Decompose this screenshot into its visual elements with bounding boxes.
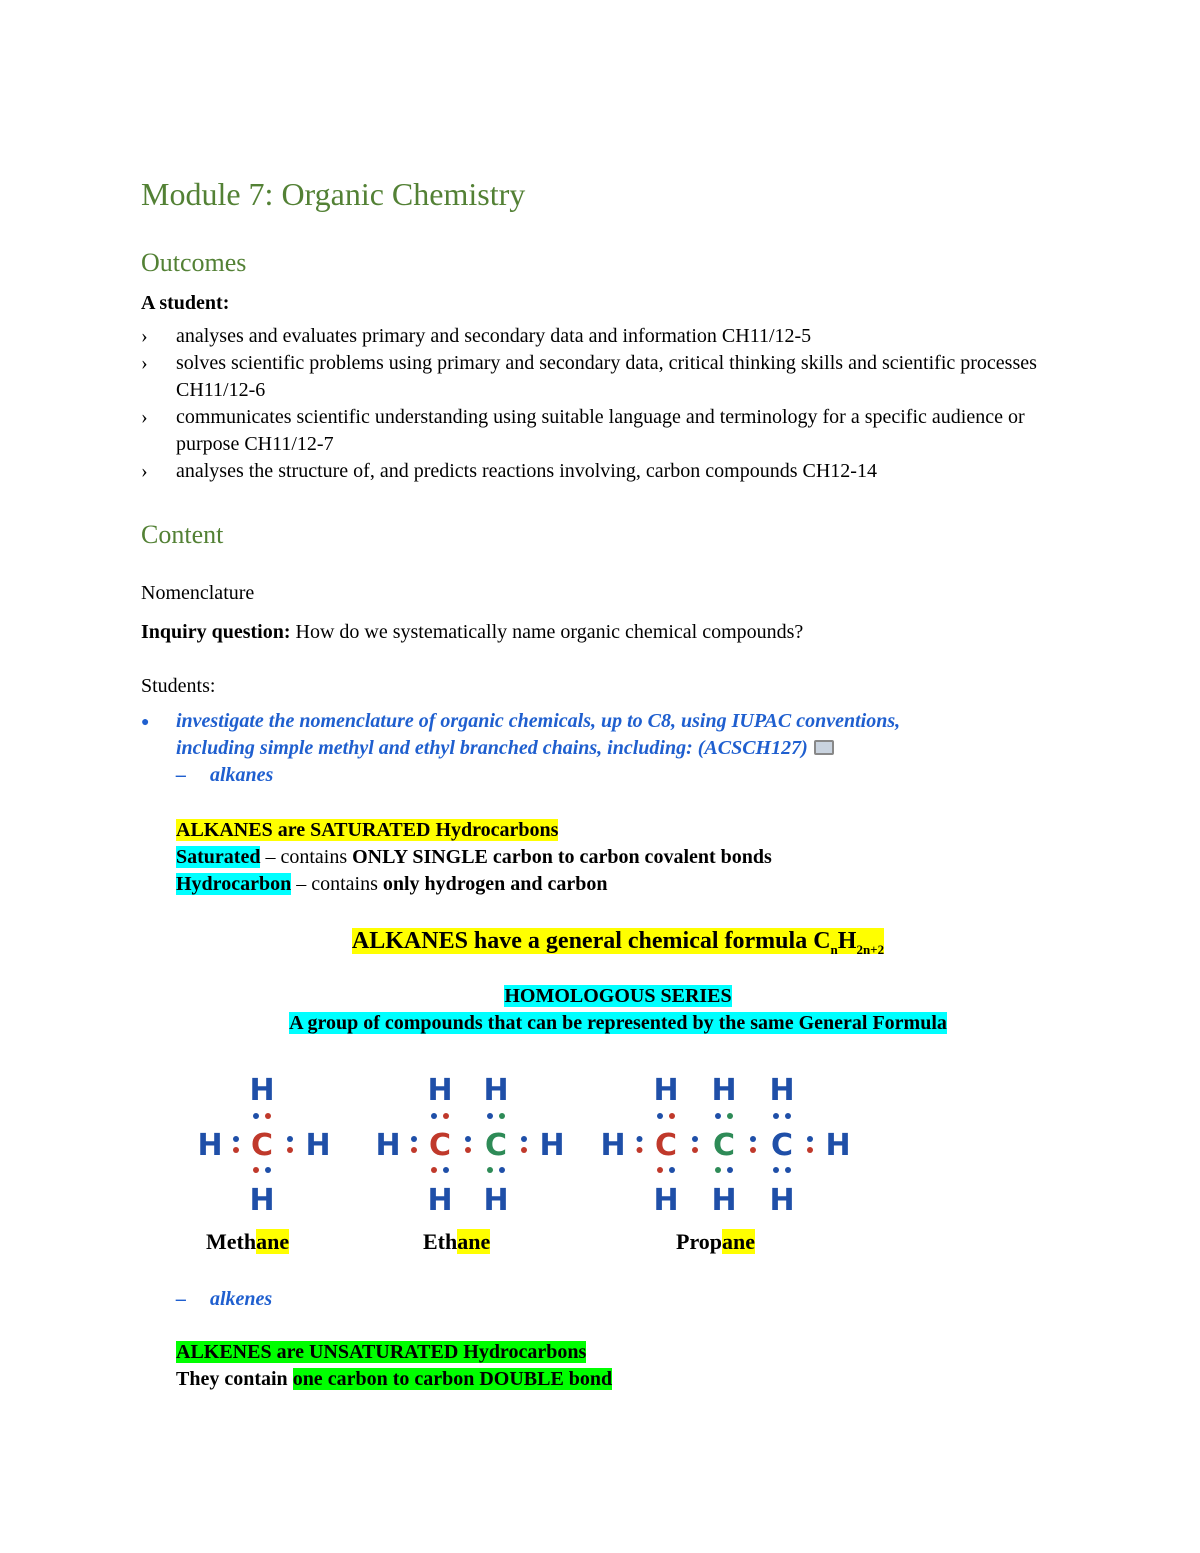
saturated-term: Saturated: [176, 846, 261, 868]
electron-dot: [253, 1167, 259, 1173]
electron-dot: [715, 1113, 721, 1119]
saturated-definition: Saturated – contains ONLY SINGLE carbon to carbon covalent bonds: [176, 846, 772, 868]
electron-dot: [411, 1136, 417, 1142]
electron-dot: [669, 1167, 675, 1173]
electron-dot: [487, 1167, 493, 1173]
electron-dot: [233, 1136, 239, 1142]
electron-dot: [807, 1136, 813, 1142]
electron-dot: [750, 1147, 756, 1153]
electron-dot: [637, 1147, 643, 1153]
electron-dot: [443, 1113, 449, 1119]
electron-dot: [637, 1136, 643, 1142]
hydrogen-atom: H: [653, 1073, 679, 1108]
electron-dot: [692, 1136, 698, 1142]
electron-dot: [443, 1167, 449, 1173]
alkenes-statement: ALKENES are UNSATURATED Hydrocarbons: [176, 1341, 587, 1363]
electron-dot: [807, 1147, 813, 1153]
alkenes-double-bond: They contain one carbon to carbon DOUBLE bond: [176, 1368, 613, 1390]
hydrogen-atom: H: [600, 1128, 626, 1163]
hydrogen-atom: H: [197, 1128, 223, 1163]
hydrogen-atom: H: [427, 1183, 453, 1218]
hydrogen-atom: H: [711, 1183, 737, 1218]
electron-dot: [727, 1113, 733, 1119]
inquiry-text: How do we systematically name organic chemical compounds?: [290, 621, 804, 643]
homologous-definition: A group of compounds that can be represented by the same General Formula: [289, 1012, 947, 1034]
electron-dot: [431, 1113, 437, 1119]
general-formula: ALKANES have a general chemical formula $C_nH_{2n+2}$: [351, 928, 885, 957]
hydrogen-atom: H: [711, 1073, 737, 1108]
electron-dot: [750, 1136, 756, 1142]
carbon-atom: C: [250, 1128, 274, 1163]
carbon-atom: C: [770, 1128, 794, 1163]
electron-dot: [265, 1167, 271, 1173]
inquiry-question: [141, 619, 803, 646]
electron-dot: [265, 1113, 271, 1119]
electron-dot: [411, 1147, 417, 1153]
dash-icon: –: [176, 1288, 186, 1310]
electron-dot: [669, 1113, 675, 1119]
electron-dot: [727, 1167, 733, 1173]
investigate-bullet: [141, 708, 900, 762]
hydrogen-atom: H: [483, 1183, 509, 1218]
outcomes-list: [141, 323, 1041, 485]
electron-dot: [287, 1136, 293, 1142]
hydrogen-atom: H: [249, 1073, 275, 1108]
alkanes-subitem: [176, 762, 273, 789]
electron-dot: [785, 1113, 791, 1119]
electron-dot: [785, 1167, 791, 1173]
carbon-atom: C: [428, 1128, 452, 1163]
electron-dot: [499, 1167, 505, 1173]
carbon-atom: C: [484, 1128, 508, 1163]
content-heading: Content: [141, 520, 224, 549]
students-label: Students:: [141, 675, 216, 697]
hydrogen-atom: H: [249, 1183, 275, 1218]
electron-dot: [287, 1147, 293, 1153]
page-title: Module 7: Organic Chemistry: [141, 176, 526, 212]
hydrogen-atom: H: [769, 1073, 795, 1108]
outcomes-heading: Outcomes: [141, 248, 247, 277]
list-item: › analyses and evaluates primary and secondary data and information CH11/12-5: [141, 323, 1041, 350]
hydrogen-atom: H: [427, 1073, 453, 1108]
electron-dot: [692, 1147, 698, 1153]
electron-dot: [657, 1167, 663, 1173]
lewis-structures: [180, 1060, 880, 1220]
alkenes-subitem: [176, 1286, 272, 1313]
alkanes-label: alkanes: [210, 764, 274, 786]
laptop-icon: [814, 740, 834, 755]
electron-dot: [521, 1147, 527, 1153]
list-item: › analyses the structure of, and predicts reactions involving, carbon compounds CH12-14: [141, 458, 1041, 485]
electron-dot: [657, 1113, 663, 1119]
hydrogen-atom: H: [483, 1073, 509, 1108]
chevron-right-icon: ›: [141, 460, 148, 482]
list-item: › communicates scientific understanding using suitable language and terminology for a specific audience or purpose CH11/12-7: [141, 406, 1025, 455]
electron-dot: [431, 1167, 437, 1173]
electron-dot: [773, 1167, 779, 1173]
hydrocarbon-term: Hydrocarbon: [176, 873, 292, 895]
electron-dot: [487, 1113, 493, 1119]
hydrocarbon-definition: Hydrocarbon – contains only hydrogen and carbon: [176, 873, 608, 895]
alkenes-label: alkenes: [210, 1288, 273, 1310]
hydrogen-atom: H: [539, 1128, 565, 1163]
hydrogen-atom: H: [769, 1183, 795, 1218]
electron-dot: [499, 1113, 505, 1119]
chevron-right-icon: ›: [141, 352, 148, 374]
electron-dot: [233, 1147, 239, 1153]
ethane-label: Ethane: [423, 1229, 491, 1254]
hydrogen-atom: H: [653, 1183, 679, 1218]
alkanes-statement: ALKANES are SATURATED Hydrocarbons: [176, 819, 559, 841]
nomenclature-subheading: Nomenclature: [141, 582, 255, 604]
electron-dot: [465, 1147, 471, 1153]
bullet-dot-icon: ●: [141, 715, 150, 730]
investigate-line-1: investigate the nomenclature of organic chemicals, up to C8, using IUPAC conventions,: [176, 710, 901, 732]
inquiry-label: Inquiry question:: [141, 621, 291, 643]
outcomes-lead: A student:: [141, 292, 230, 314]
methane-label: Methane: [206, 1229, 290, 1254]
electron-dot: [715, 1167, 721, 1173]
hydrogen-atom: H: [375, 1128, 401, 1163]
chevron-right-icon: ›: [141, 406, 148, 428]
electron-dot: [465, 1136, 471, 1142]
hydrogen-atom: H: [825, 1128, 851, 1163]
electron-dot: [773, 1113, 779, 1119]
homologous-title: HOMOLOGOUS SERIES: [504, 985, 732, 1007]
investigate-line-2: including simple methyl and ethyl branched chains, including: (ACSCH127): [176, 737, 808, 759]
hydrogen-atom: H: [305, 1128, 331, 1163]
carbon-atom: C: [654, 1128, 678, 1163]
list-item: › solves scientific problems using primary and secondary data, critical thinking skills and scientific processes CH11/12-6: [141, 352, 1037, 401]
propane-label: Propane: [676, 1229, 756, 1254]
carbon-atom: C: [712, 1128, 736, 1163]
electron-dot: [253, 1113, 259, 1119]
electron-dot: [521, 1136, 527, 1142]
chevron-right-icon: ›: [141, 325, 148, 347]
dash-icon: –: [176, 764, 186, 786]
